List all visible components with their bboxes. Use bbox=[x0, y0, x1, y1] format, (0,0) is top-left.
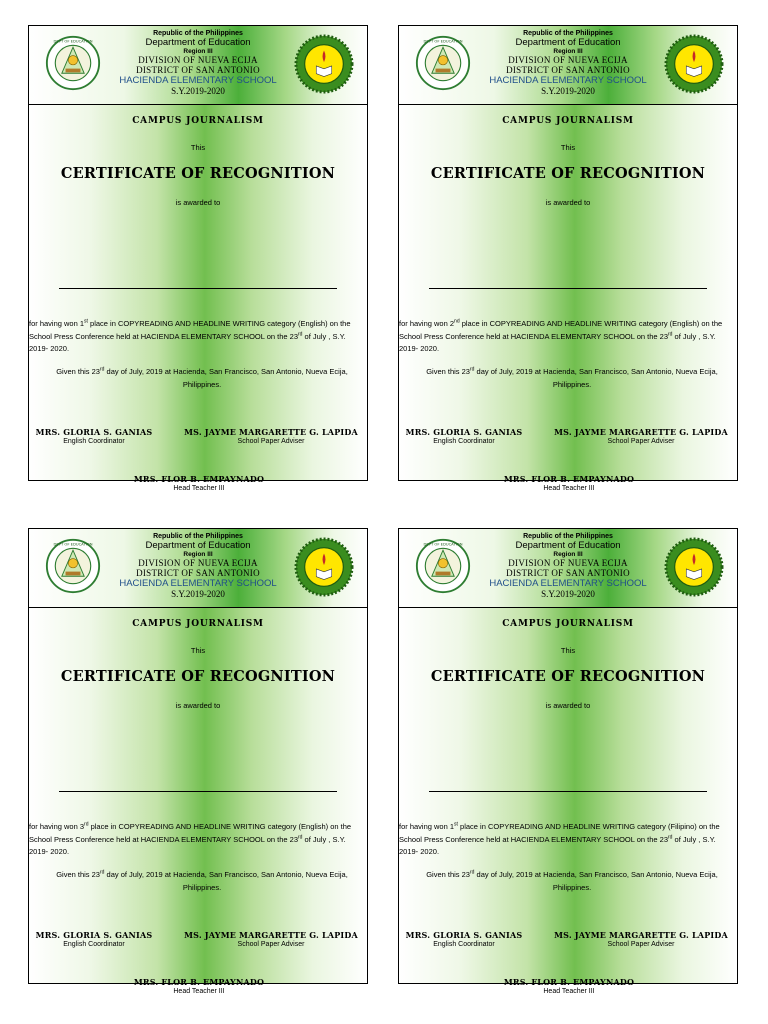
certificate-title: CERTIFICATE OF RECOGNITION bbox=[430, 165, 706, 182]
svg-text:DEPT OF EDUCATION: DEPT OF EDUCATION bbox=[53, 39, 93, 44]
recipient-name-line bbox=[429, 288, 707, 289]
region-line: Region III bbox=[553, 47, 583, 55]
certificate-1 bbox=[28, 25, 368, 492]
signatory-school-paper-adviser bbox=[543, 930, 739, 948]
signatory-position: School Paper Adviser bbox=[237, 438, 305, 445]
certificate-3 bbox=[28, 528, 368, 995]
department-line: Department of Education bbox=[515, 540, 621, 551]
department-line: Department of Education bbox=[515, 37, 621, 48]
certificate-body bbox=[399, 105, 737, 492]
given-paragraph: Given this 23rd day of July, 2019 at Hacienda, San Francisco, San Antonio, Nueva Ecija, Philippines. bbox=[426, 869, 718, 892]
signatory-position: Head Teacher III bbox=[173, 485, 225, 492]
school-seal-icon bbox=[665, 35, 723, 93]
deped-seal-icon bbox=[45, 538, 101, 594]
campus-journalism-heading: CAMPUS JOURNALISM bbox=[132, 116, 264, 126]
signatory-school-paper-adviser bbox=[543, 427, 739, 445]
signatory-position: English Coordinator bbox=[433, 941, 495, 948]
signatory-name: MRS. FLOR B. EMPAYNADO bbox=[503, 977, 635, 987]
deped-seal-icon bbox=[415, 35, 471, 91]
award-paragraph: for having won 1st place in COPYREADING AND HEADLINE WRITING category (Filipino) on the School Press Conference held at HACIENDA ELEMENTARY SCHOOL on the 23rd of July , S.Y. 2019- 2020. bbox=[399, 821, 720, 856]
award-paragraph: for having won 1st place in COPYREADING AND HEADLINE WRITING category (English) on the School Press Conference held at HACIENDA ELEMENTARY SCHOOL on the 23rd of July , S.Y. 2019- 2020. bbox=[29, 318, 351, 353]
school-name: HACIENDA ELEMENTARY SCHOOL bbox=[489, 75, 647, 86]
signatory-position: English Coordinator bbox=[63, 941, 125, 948]
region-line: Region III bbox=[183, 550, 213, 558]
signatory-name: MRS. GLORIA S. GANIAS bbox=[405, 930, 523, 940]
signatory-name: MRS. GLORIA S. GANIAS bbox=[405, 427, 523, 437]
signatory-head-teacher bbox=[29, 977, 369, 995]
svg-text:DEPT OF EDUCATION: DEPT OF EDUCATION bbox=[53, 542, 93, 547]
certificate-header bbox=[29, 26, 367, 105]
signatory-position: English Coordinator bbox=[433, 438, 495, 445]
given-paragraph: Given this 23rd day of July, 2019 at Hacienda, San Francisco, San Antonio, Nueva Ecija, Philippines. bbox=[56, 869, 348, 892]
signatory-head-teacher bbox=[399, 977, 739, 995]
signatory-name: MS. JAYME MARGARETTE G. LAPIDA bbox=[184, 930, 358, 940]
signatory-name: MS. JAYME MARGARETTE G. LAPIDA bbox=[554, 930, 728, 940]
awarded-to-text: is awarded to bbox=[175, 198, 221, 207]
signatory-name: MRS. GLORIA S. GANIAS bbox=[35, 427, 153, 437]
certificate-body bbox=[29, 105, 367, 492]
division-line: DIVISION OF NUEVA ECIJA bbox=[508, 55, 628, 65]
certificate-4 bbox=[398, 528, 738, 995]
signatory-position: School Paper Adviser bbox=[607, 941, 675, 948]
awarded-to-text: is awarded to bbox=[545, 198, 591, 207]
signatory-school-paper-adviser bbox=[173, 930, 369, 948]
certificate-title: CERTIFICATE OF RECOGNITION bbox=[60, 165, 336, 182]
campus-journalism-heading: CAMPUS JOURNALISM bbox=[132, 619, 264, 629]
this-text: This bbox=[190, 646, 206, 655]
certificate-header bbox=[399, 26, 737, 105]
certificate-header bbox=[29, 529, 367, 608]
signatory-name: MS. JAYME MARGARETTE G. LAPIDA bbox=[554, 427, 728, 437]
campus-journalism-heading: CAMPUS JOURNALISM bbox=[502, 619, 634, 629]
district-line: DISTRICT OF SAN ANTONIO bbox=[506, 568, 630, 578]
school-name: HACIENDA ELEMENTARY SCHOOL bbox=[489, 578, 647, 589]
signatory-english-coordinator bbox=[29, 930, 159, 948]
signatory-head-teacher bbox=[29, 474, 369, 492]
header-text bbox=[471, 30, 665, 96]
certificate-body bbox=[29, 608, 367, 995]
signatory-english-coordinator bbox=[399, 427, 529, 445]
republic-line: Republic of the Philippines bbox=[523, 533, 613, 540]
signatory-school-paper-adviser bbox=[173, 427, 369, 445]
signatory-position: Head Teacher III bbox=[543, 485, 595, 492]
district-line: DISTRICT OF SAN ANTONIO bbox=[506, 65, 630, 75]
certificate-2 bbox=[398, 25, 738, 492]
certificate-title: CERTIFICATE OF RECOGNITION bbox=[430, 668, 706, 685]
this-text: This bbox=[560, 646, 576, 655]
signatory-english-coordinator bbox=[399, 930, 529, 948]
recipient-name-line bbox=[59, 288, 337, 289]
republic-line: Republic of the Philippines bbox=[153, 533, 243, 540]
recipient-name-line bbox=[429, 791, 707, 792]
region-line: Region III bbox=[553, 550, 583, 558]
school-year: S.Y.2019-2020 bbox=[171, 588, 225, 599]
certificate-body bbox=[399, 608, 737, 995]
signatory-name: MRS. FLOR B. EMPAYNADO bbox=[503, 474, 635, 484]
signatory-position: School Paper Adviser bbox=[607, 438, 675, 445]
signatory-position: School Paper Adviser bbox=[237, 941, 305, 948]
school-year: S.Y.2019-2020 bbox=[541, 588, 595, 599]
header-text bbox=[101, 30, 295, 96]
school-seal-icon bbox=[295, 35, 353, 93]
signatory-name: MS. JAYME MARGARETTE G. LAPIDA bbox=[184, 427, 358, 437]
school-year: S.Y.2019-2020 bbox=[541, 85, 595, 96]
region-line: Region III bbox=[183, 47, 213, 55]
award-paragraph: for having won 2nd place in COPYREADING AND HEADLINE WRITING category (English) on the School Press Conference held at HACIENDA ELEMENTARY SCHOOL on the 23rd of July , S.Y. 2019- 2020. bbox=[399, 318, 723, 353]
republic-line: Republic of the Philippines bbox=[153, 30, 243, 37]
signatory-position: Head Teacher III bbox=[543, 988, 595, 995]
signatory-name: MRS. FLOR B. EMPAYNADO bbox=[133, 474, 265, 484]
svg-text:DEPT OF EDUCATION: DEPT OF EDUCATION bbox=[423, 542, 463, 547]
department-line: Department of Education bbox=[145, 540, 251, 551]
header-text bbox=[101, 533, 295, 599]
school-name: HACIENDA ELEMENTARY SCHOOL bbox=[119, 578, 277, 589]
awarded-to-text: is awarded to bbox=[545, 701, 591, 710]
certificate-header bbox=[399, 529, 737, 608]
this-text: This bbox=[560, 143, 576, 152]
republic-line: Republic of the Philippines bbox=[523, 30, 613, 37]
school-name: HACIENDA ELEMENTARY SCHOOL bbox=[119, 75, 277, 86]
campus-journalism-heading: CAMPUS JOURNALISM bbox=[502, 116, 634, 126]
division-line: DIVISION OF NUEVA ECIJA bbox=[508, 558, 628, 568]
school-seal-icon bbox=[665, 538, 723, 596]
signatory-name: MRS. FLOR B. EMPAYNADO bbox=[133, 977, 265, 987]
awarded-to-text: is awarded to bbox=[175, 701, 221, 710]
district-line: DISTRICT OF SAN ANTONIO bbox=[136, 568, 260, 578]
svg-text:DEPT OF EDUCATION: DEPT OF EDUCATION bbox=[423, 39, 463, 44]
division-line: DIVISION OF NUEVA ECIJA bbox=[138, 558, 258, 568]
signatory-name: MRS. GLORIA S. GANIAS bbox=[35, 930, 153, 940]
given-paragraph: Given this 23rd day of July, 2019 at Hacienda, San Francisco, San Antonio, Nueva Ecija, Philippines. bbox=[426, 366, 718, 389]
award-paragraph: for having won 3rd place in COPYREADING AND HEADLINE WRITING category (English) on the School Press Conference held at HACIENDA ELEMENTARY SCHOOL on the 23rd of July , S.Y. 2019- 2020. bbox=[29, 821, 352, 856]
signatory-head-teacher bbox=[399, 474, 739, 492]
signatory-english-coordinator bbox=[29, 427, 159, 445]
deped-seal-icon bbox=[415, 538, 471, 594]
signatory-position: Head Teacher III bbox=[173, 988, 225, 995]
given-paragraph: Given this 23rd day of July, 2019 at Hacienda, San Francisco, San Antonio, Nueva Ecija, Philippines. bbox=[56, 366, 348, 389]
school-year: S.Y.2019-2020 bbox=[171, 85, 225, 96]
deped-seal-icon bbox=[45, 35, 101, 91]
this-text: This bbox=[190, 143, 206, 152]
header-text bbox=[471, 533, 665, 599]
signatory-position: English Coordinator bbox=[63, 438, 125, 445]
division-line: DIVISION OF NUEVA ECIJA bbox=[138, 55, 258, 65]
department-line: Department of Education bbox=[145, 37, 251, 48]
district-line: DISTRICT OF SAN ANTONIO bbox=[136, 65, 260, 75]
recipient-name-line bbox=[59, 791, 337, 792]
school-seal-icon bbox=[295, 538, 353, 596]
certificate-title: CERTIFICATE OF RECOGNITION bbox=[60, 668, 336, 685]
